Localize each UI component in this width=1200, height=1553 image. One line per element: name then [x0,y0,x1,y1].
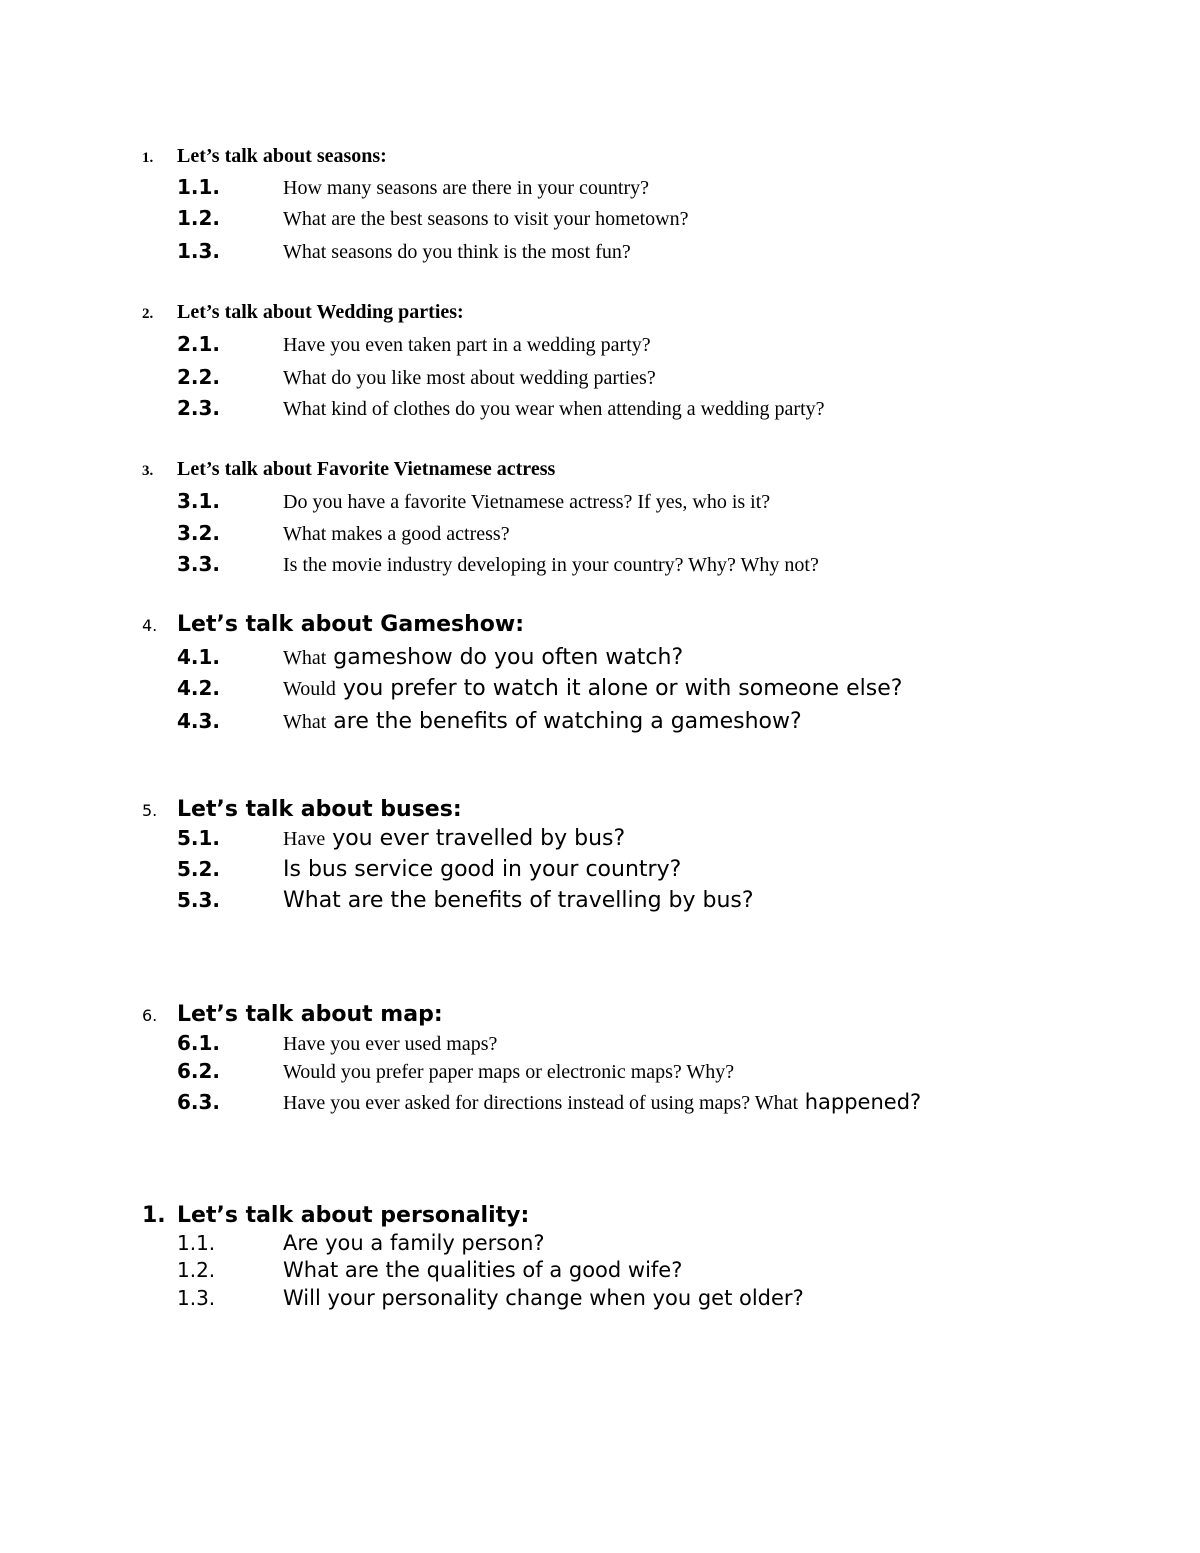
item-text: Are you a family person? [283,1231,545,1255]
list-item [177,1231,545,1255]
list-item [177,521,510,546]
item-number: 1.3. [177,239,221,263]
section-number: 5. [142,801,158,820]
section-title: Let’s talk about Gameshow: [177,612,525,637]
item-number: 1.2. [177,1258,216,1282]
item-text-lead: Have [283,828,326,850]
list-item [177,1258,682,1282]
section-heading [142,1002,443,1027]
item-number: 1.2. [177,206,221,230]
list-item [177,1059,734,1084]
section-title: Let’s talk about map: [177,1002,443,1027]
item-number: 3.2. [177,521,221,545]
list-item [177,1090,921,1115]
list-item [177,332,651,357]
section-title: Let’s talk about seasons: [177,145,387,167]
item-text: What are the best seasons to visit your hometown? [283,208,689,230]
item-text: Have you even taken part in a wedding party? [283,334,651,356]
item-number: 1.1. [177,175,221,199]
section-heading [142,612,524,637]
item-text: Will your personality change when you get older? [283,1286,804,1310]
list-item [177,1031,497,1056]
item-text: Do you have a favorite Vietnamese actress? If yes, who is it? [283,491,771,513]
item-text: What are the benefits of travelling by bus? [283,888,754,913]
section-title: Let’s talk about Favorite Vietnamese actress [177,458,556,480]
list-item [177,175,649,200]
list-item [177,552,819,577]
item-number: 3.3. [177,552,221,576]
list-item [177,676,902,701]
list-item [177,489,770,514]
item-number: 2.1. [177,332,221,356]
item-text: What seasons do you think is the most fun? [283,241,631,263]
item-text: What do you like most about wedding parties? [283,367,656,389]
item-number: 2.3. [177,396,221,420]
section-title: Let’s talk about Wedding parties: [177,301,464,323]
item-text: Is the movie industry developing in your country? Why? Why not? [283,554,819,576]
item-text: Have you ever asked for directions instead of using maps? What [283,1092,799,1114]
item-text: you prefer to watch it alone or with someone else? [335,676,903,701]
item-number: 1.3. [177,1286,216,1310]
section-heading [142,797,462,822]
list-item [177,857,681,882]
section-number: 1. [142,150,154,166]
item-number: 3.1. [177,489,221,513]
item-text-lead: What [283,711,327,733]
item-number: 6.1. [177,1031,221,1055]
section-number: 3. [142,463,154,479]
section-heading [142,301,464,324]
list-item [177,645,683,670]
section-heading [142,458,555,481]
item-text: Have you ever used maps? [283,1033,498,1055]
list-item [177,1286,804,1310]
item-text-tail: happened? [798,1090,922,1114]
item-text: are the benefits of watching a gameshow? [326,709,802,734]
item-text: gameshow do you often watch? [326,645,684,670]
section-heading [142,145,387,168]
item-number: 1.1. [177,1231,216,1255]
item-text: Is bus service good in your country? [283,857,682,882]
section-number: 1. [142,1203,166,1228]
section-number: 6. [142,1006,158,1025]
item-text: Would you prefer paper maps or electronic maps? Why? [283,1061,735,1083]
item-number: 2.2. [177,365,221,389]
list-item [177,365,656,390]
section-title: Let’s talk about buses: [177,797,462,822]
item-number: 5.2. [177,857,221,881]
section-heading [142,1203,529,1228]
item-number: 5.3. [177,888,221,912]
item-text-lead: Would [283,678,336,700]
item-text-lead: What [283,647,327,669]
item-number: 6.3. [177,1090,221,1114]
item-number: 4.2. [177,676,221,700]
section-title: Let’s talk about personality: [177,1203,530,1228]
item-number: 6.2. [177,1059,221,1083]
item-text: you ever travelled by bus? [325,826,626,851]
list-item [177,826,625,851]
section-number: 2. [142,306,154,322]
list-item [177,396,825,421]
item-text: What kind of clothes do you wear when attending a wedding party? [283,398,825,420]
list-item [177,888,754,913]
list-item [177,709,802,734]
item-text: What makes a good actress? [283,523,510,545]
list-item [177,206,688,231]
list-item [177,239,631,264]
item-number: 4.1. [177,645,221,669]
item-text: How many seasons are there in your country? [283,177,649,199]
item-number: 4.3. [177,709,221,733]
section-number: 4. [142,616,158,635]
item-number: 5.1. [177,826,221,850]
item-text: What are the qualities of a good wife? [283,1258,683,1282]
